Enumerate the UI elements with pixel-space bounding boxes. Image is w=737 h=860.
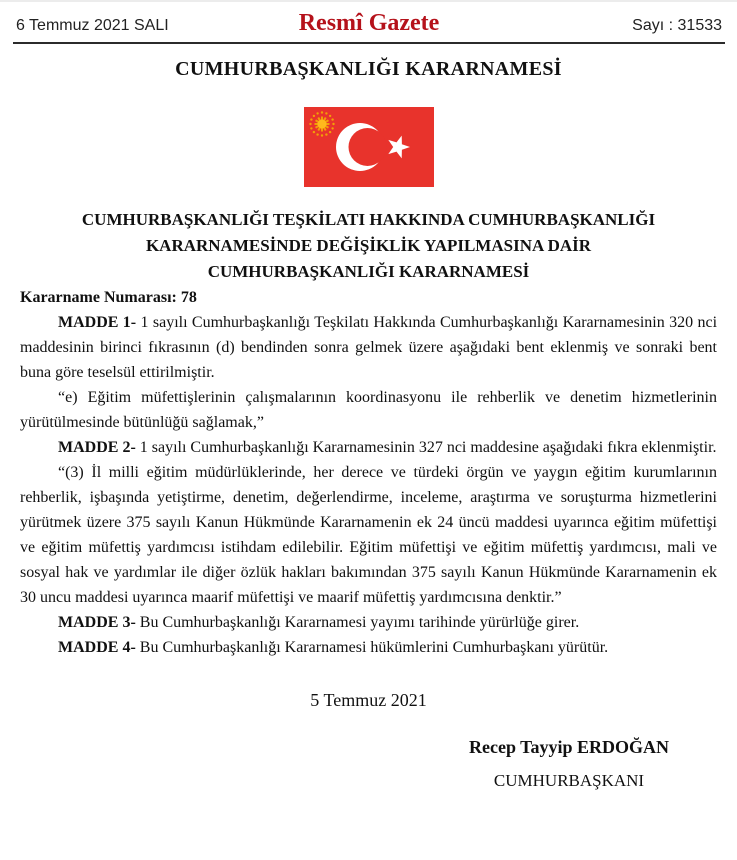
signing-date: 5 Temmuz 2021 [310,690,427,710]
flag-container [0,107,737,187]
section-heading: CUMHURBAŞKANLIĞI KARARNAMESİ [175,58,562,80]
paragraph-madde-3 [20,610,717,635]
madde-2-label: MADDE 2- [58,439,136,456]
paragraph-madde-4 [20,635,717,660]
paragraph-quote-e [20,385,717,435]
madde-2-text: 1 sayılı Cumhurbaşkanlığı Kararnamesinin 327 nci maddesine aşağıdaki fıkra eklenmiştir. [139,439,717,456]
gazette-title: Resmî Gazete [298,10,440,36]
decree-number: Kararname Numarası: 78 [20,289,197,306]
madde-1-label: MADDE 1- [58,314,137,331]
president-name: Recep Tayyip ERDOĞAN [468,737,670,757]
masthead [0,2,737,38]
paragraph-madde-2 [20,435,717,460]
president-title: CUMHURBAŞKANI [493,771,645,790]
masthead-divider [13,42,725,44]
paragraph-quote-3 [20,460,717,610]
issue-number: Sayı : 31533 [632,17,723,34]
decree-title-line-2: KARARNAMESİNDE DEĞİŞİKLİK YAPILMASINA DAİR [145,236,592,255]
decree-title-line-3: CUMHURBAŞKANLIĞI KARARNAMESİ [207,262,530,281]
madde-4-label: MADDE 4- [58,639,136,656]
paragraph-madde-1 [20,310,717,385]
madde-1-text: 1 sayılı Cumhurbaşkanlığı Teşkilatı Hakkında Cumhurbaşkanlığı Kararnamesinin 320 nci maddesinin birinci fıkrasının (d) bendinden sonra gelmek üzere aşağıdaki bent eklenmiş ve sonraki bent buna göre teselsül ettirilmiştir. [20,314,718,381]
quote-3-text: “(3) İl milli eğitim müdürlüklerinde, her derece ve türdeki örgün ve yaygın eğitim kurumlarının rehberlik, işbaşında yetiştirme, denetim, değerlendirme, inceleme, araştırma ve soruşturma hizmetlerini yürütmek üzere 375 sayılı Kanun Hükmünde Kararnamenin ek 24 üncü maddesi uyarınca eğitim müfettişi ve eğitim müfettiş yardımcısı istihdam edilebilir. Eğitim müfettişi ve eğitim müfettiş yardımcısı, mali ve sosyal hak ve yardımlar ile diğer özlük hakları bakımından 375 sayılı Kanun Hükmünde Kararnamenin ek 30 uncu maddesi uyarınca maarif müfettişi ve maarif müfettiş yardımcısına denktir.” [20,464,717,606]
decree-title [0,207,737,285]
madde-4-text: Bu Cumhurbaşkanlığı Kararnamesi hükümlerini Cumhurbaşkanı yürütür. [139,639,609,656]
gazette-date: 6 Temmuz 2021 SALI [16,17,169,34]
decree-title-line-1: CUMHURBAŞKANLIĞI TEŞKİLATI HAKKINDA CUMHURBAŞKANLIĞI [81,210,656,229]
quote-e-text: “e) Eğitim müfettişlerinin çalışmalarının koordinasyonu ile rehberlik ve denetim hizmetlerinin yürütülmesinde bütünlüğü sağlamak,” [20,389,717,431]
signature-block [419,737,719,791]
turkish-presidential-flag-icon [304,107,434,187]
madde-3-label: MADDE 3- [58,614,136,631]
madde-3-text: Bu Cumhurbaşkanlığı Kararnamesi yayımı tarihinde yürürlüğe girer. [139,614,580,631]
